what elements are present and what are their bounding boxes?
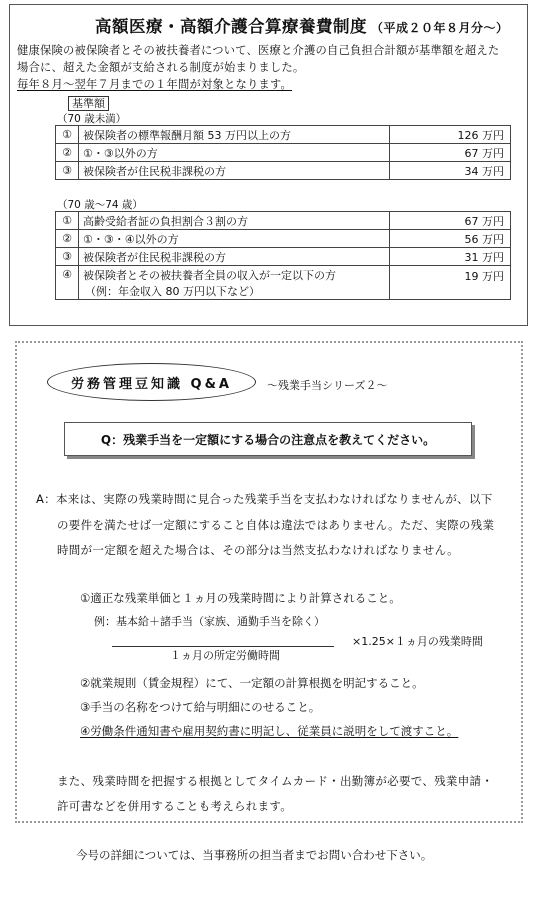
table-row xyxy=(56,212,511,230)
footer-note: 今号の詳細については、当事務所の担当者までお問い合わせ下さい。 xyxy=(76,848,433,862)
qa-section-box xyxy=(15,341,523,823)
closing-line-1: また、残業時間を把握する根拠としてタイムカード・出勤簿が必要で、残業申請・ xyxy=(57,774,494,788)
row-description: 被保険者が住民税非課税の方 xyxy=(79,248,390,266)
table-row xyxy=(56,162,511,180)
row-amount: 19 万円 xyxy=(390,266,511,300)
series-label: ～残業手当シリーズ２～ xyxy=(267,379,388,392)
under70-caption: （70 歳未満） xyxy=(57,113,127,125)
qa-heading: 労務管理豆知識 Q&A xyxy=(47,363,256,401)
table-row xyxy=(56,248,511,266)
row-number: ② xyxy=(56,230,79,248)
kijun-label: 基準額 xyxy=(68,96,109,111)
age70-caption: （70 歳～74 歳） xyxy=(57,199,143,211)
intro-line-3: 毎年８月～翌年７月までの１年間が対象となります。 xyxy=(17,78,293,91)
age70-table xyxy=(55,211,511,300)
intro-line-1: 健康保険の被保険者とその被扶養者について、医療と介護の自己負担合計額が基準額を超えた xyxy=(17,44,500,57)
section-title-period: （平成２０年８月分～） xyxy=(371,21,509,35)
answer-line-3: 時間が一定額を超えた場合は、その部分は当然支払わなければなりません。 xyxy=(57,543,459,557)
row-description xyxy=(79,266,390,300)
row-number: ② xyxy=(56,144,79,162)
formula-multiplier: ×1.25×１ヵ月の残業時間 xyxy=(352,635,483,648)
row-amount: 56 万円 xyxy=(390,230,511,248)
table-row xyxy=(56,144,511,162)
row-number: ③ xyxy=(56,162,79,180)
answer-line-2: の要件を満たせば一定額にすること自体は違法ではありません。ただ、実際の残業 xyxy=(57,518,495,532)
row-amount: 31 万円 xyxy=(390,248,511,266)
row-description: ①・③・④以外の方 xyxy=(79,230,390,248)
table-row xyxy=(56,266,511,300)
row-number: ① xyxy=(56,212,79,230)
under70-table xyxy=(55,125,511,180)
row-description-main: 被保険者とその被扶養者全員の収入が一定以下の方 xyxy=(83,268,336,282)
row-number: ① xyxy=(56,126,79,144)
row-description: 被保険者が住民税非課税の方 xyxy=(79,162,390,180)
requirement-4: ④労働条件通知書や雇用契約書に明記し、従業員に説明をして渡すこと。 xyxy=(80,724,459,738)
table-row xyxy=(56,126,511,144)
row-amount: 34 万円 xyxy=(390,162,511,180)
row-amount: 67 万円 xyxy=(390,212,511,230)
row-number: ③ xyxy=(56,248,79,266)
row-amount: 67 万円 xyxy=(390,144,511,162)
requirement-1: ①適正な残業単価と１ヵ月の残業時間により計算されること。 xyxy=(80,591,401,605)
row-description: ①・③以外の方 xyxy=(79,144,390,162)
intro-line-2: 場合に、超えた金額が支給される制度が始まりました。 xyxy=(17,61,305,74)
requirement-2: ②就業規則（賃金規程）にて、一定額の計算根拠を明記すること。 xyxy=(80,676,424,690)
row-description: 被保険者の標準報酬月額 53 万円以上の方 xyxy=(79,126,390,144)
question-box: Q：残業手当を一定額にする場合の注意点を教えてください。 xyxy=(64,422,472,456)
requirement-3: ③手当の名称をつけて給与明細にのせること。 xyxy=(80,700,321,714)
answer-line-1: A：本来は、実際の残業時間に見合った残業手当を支払わなければなりませんが、以下 xyxy=(36,492,493,506)
formula-numerator: 例：基本給＋諸手当（家族、通勤手当を除く） xyxy=(94,615,325,628)
row-description-example: （例：年金収入 80 万円以下など） xyxy=(85,284,260,298)
formula-denominator: １ヵ月の所定労働時間 xyxy=(170,649,280,662)
table-row xyxy=(56,230,511,248)
row-amount: 126 万円 xyxy=(390,126,511,144)
closing-line-2: 許可書などを併用することも考えられます。 xyxy=(57,799,293,813)
row-number: ④ xyxy=(56,266,79,300)
section-title: 高額医療・高額介護合算療養費制度 （平成２０年８月分～） xyxy=(95,17,509,36)
row-description: 高齢受給者証の負担割合３割の方 xyxy=(79,212,390,230)
